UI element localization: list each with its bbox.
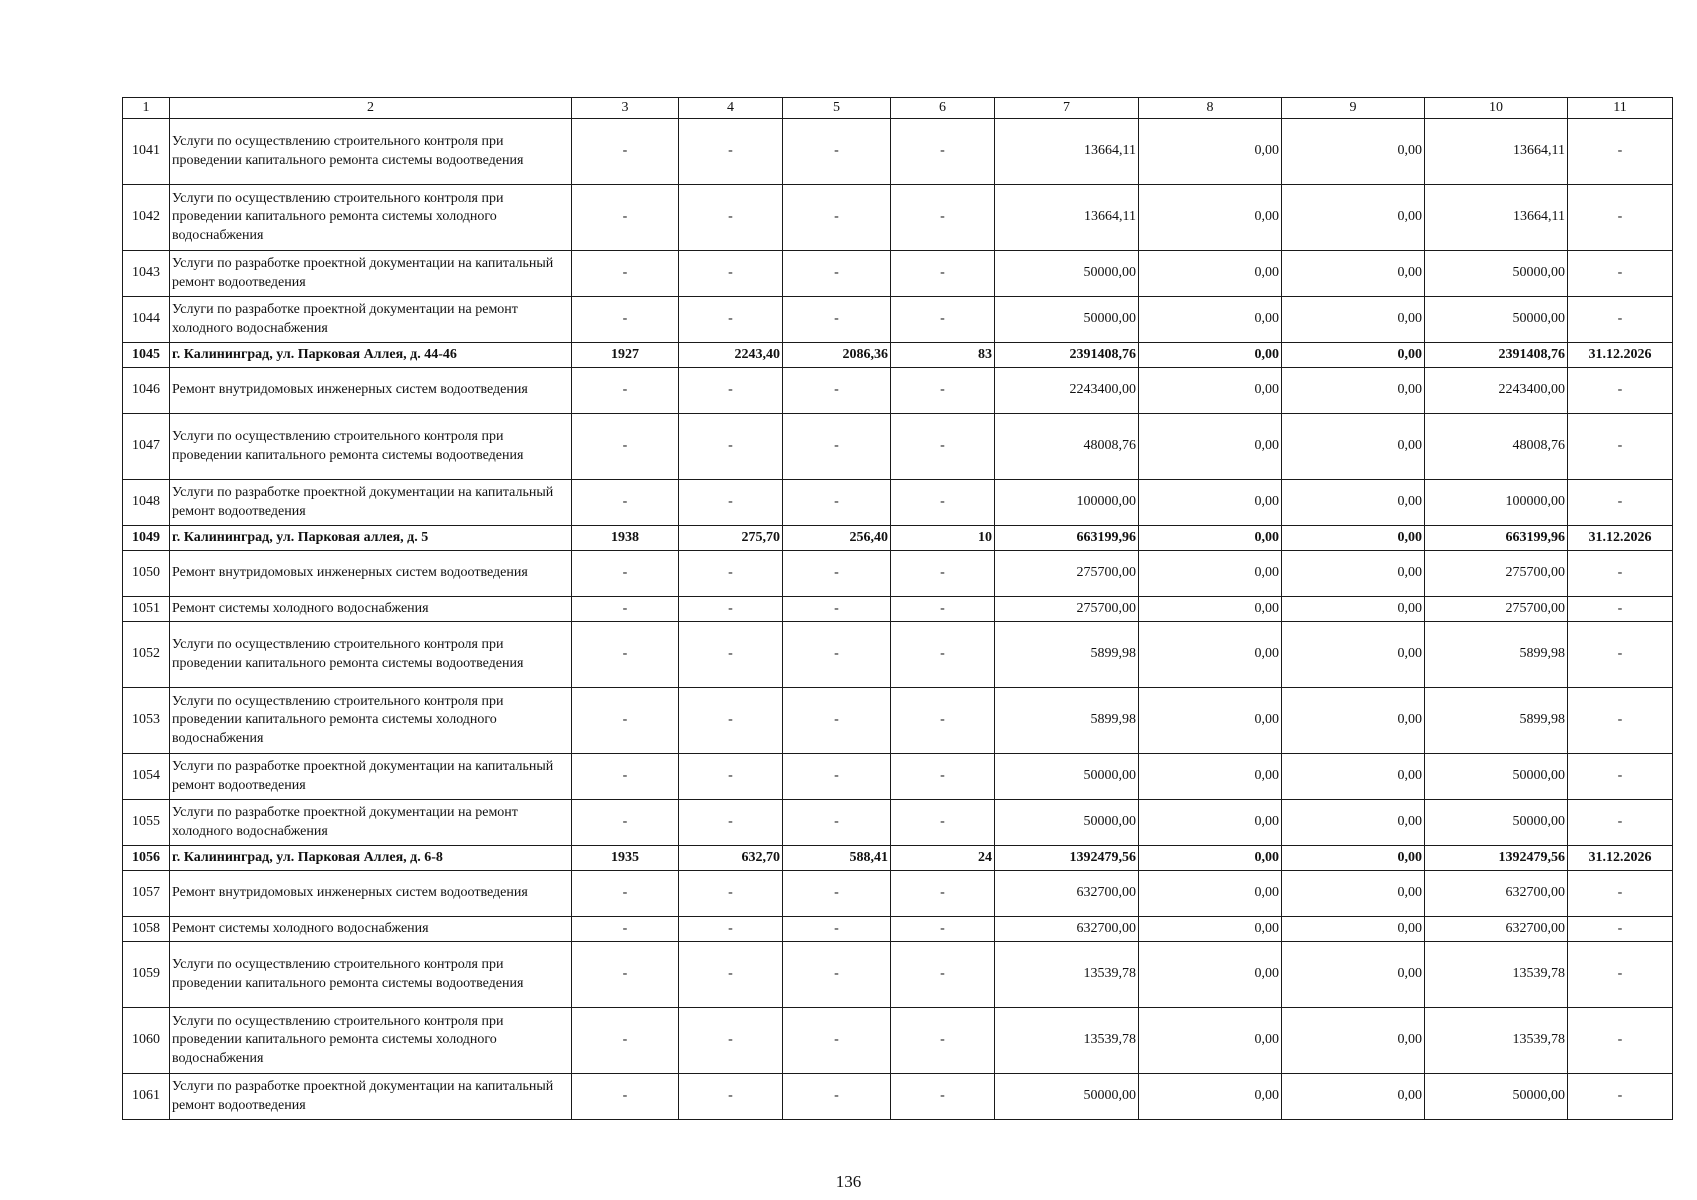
col8-amount-cell: 0,00 bbox=[1139, 551, 1282, 597]
col5-cell: - bbox=[783, 119, 891, 185]
table-row bbox=[123, 688, 1673, 754]
col11-date-cell: - bbox=[1568, 917, 1673, 942]
row-number-cell: 1044 bbox=[123, 297, 170, 343]
col6-cell: - bbox=[891, 942, 995, 1008]
col9-amount-cell: 0,00 bbox=[1282, 800, 1425, 846]
column-number-header: 8 bbox=[1139, 98, 1282, 119]
col3-cell: - bbox=[572, 551, 679, 597]
col5-cell: - bbox=[783, 480, 891, 526]
item-name-cell: Услуги по осуществлению строительного контроля при проведении капитального ремонта системы холодного водоснабжения bbox=[170, 1008, 572, 1074]
col6-cell: - bbox=[891, 297, 995, 343]
col10-amount-cell: 2243400,00 bbox=[1425, 368, 1568, 414]
col4-cell: - bbox=[679, 800, 783, 846]
col7-amount-cell: 50000,00 bbox=[995, 251, 1139, 297]
col5-cell: - bbox=[783, 800, 891, 846]
col10-amount-cell: 275700,00 bbox=[1425, 551, 1568, 597]
col9-amount-cell: 0,00 bbox=[1282, 942, 1425, 1008]
col9-amount-cell: 0,00 bbox=[1282, 871, 1425, 917]
col3-cell: - bbox=[572, 368, 679, 414]
item-name-cell: Услуги по разработке проектной документации на ремонт холодного водоснабжения bbox=[170, 297, 572, 343]
col7-amount-cell: 50000,00 bbox=[995, 1074, 1139, 1120]
col10-amount-cell: 5899,98 bbox=[1425, 688, 1568, 754]
row-number-cell: 1056 bbox=[123, 846, 170, 871]
item-name-cell: Ремонт системы холодного водоснабжения bbox=[170, 917, 572, 942]
col4-cell: - bbox=[679, 871, 783, 917]
col11-date-cell: - bbox=[1568, 942, 1673, 1008]
item-name-cell: Услуги по осуществлению строительного контроля при проведении капитального ремонта системы водоотведения bbox=[170, 942, 572, 1008]
col6-cell: - bbox=[891, 754, 995, 800]
col10-amount-cell: 50000,00 bbox=[1425, 754, 1568, 800]
item-name-cell: г. Калининград, ул. Парковая Аллея, д. 6-8 bbox=[170, 846, 572, 871]
col7-amount-cell: 13664,11 bbox=[995, 185, 1139, 251]
col10-amount-cell: 13664,11 bbox=[1425, 185, 1568, 251]
col6-cell: 83 bbox=[891, 343, 995, 368]
col3-cell: - bbox=[572, 688, 679, 754]
col6-cell: - bbox=[891, 800, 995, 846]
row-number-cell: 1059 bbox=[123, 942, 170, 1008]
col6-cell: - bbox=[891, 551, 995, 597]
col4-cell: - bbox=[679, 185, 783, 251]
col9-amount-cell: 0,00 bbox=[1282, 185, 1425, 251]
col9-amount-cell: 0,00 bbox=[1282, 597, 1425, 622]
col4-cell: - bbox=[679, 1074, 783, 1120]
item-name-cell: Ремонт внутридомовых инженерных систем водоотведения bbox=[170, 871, 572, 917]
col3-cell: 1935 bbox=[572, 846, 679, 871]
col5-cell: - bbox=[783, 1008, 891, 1074]
col7-amount-cell: 663199,96 bbox=[995, 526, 1139, 551]
col3-cell: - bbox=[572, 119, 679, 185]
table-row bbox=[123, 800, 1673, 846]
col8-amount-cell: 0,00 bbox=[1139, 871, 1282, 917]
col5-cell: - bbox=[783, 622, 891, 688]
item-name-cell: Услуги по разработке проектной документации на ремонт холодного водоснабжения bbox=[170, 800, 572, 846]
col9-amount-cell: 0,00 bbox=[1282, 119, 1425, 185]
col9-amount-cell: 0,00 bbox=[1282, 688, 1425, 754]
item-name-cell: Услуги по разработке проектной документации на капитальный ремонт водоотведения bbox=[170, 1074, 572, 1120]
col8-amount-cell: 0,00 bbox=[1139, 917, 1282, 942]
item-name-cell: Услуги по осуществлению строительного контроля при проведении капитального ремонта системы холодного водоснабжения bbox=[170, 688, 572, 754]
column-number-header: 5 bbox=[783, 98, 891, 119]
address-row bbox=[123, 526, 1673, 551]
col6-cell: - bbox=[891, 917, 995, 942]
col11-date-cell: - bbox=[1568, 414, 1673, 480]
column-number-header-row bbox=[123, 98, 1673, 119]
table-row bbox=[123, 1074, 1673, 1120]
col6-cell: - bbox=[891, 414, 995, 480]
col10-amount-cell: 663199,96 bbox=[1425, 526, 1568, 551]
item-name-cell: Услуги по разработке проектной документации на капитальный ремонт водоотведения bbox=[170, 754, 572, 800]
col6-cell: - bbox=[891, 185, 995, 251]
col10-amount-cell: 2391408,76 bbox=[1425, 343, 1568, 368]
col4-cell: - bbox=[679, 414, 783, 480]
col6-cell: - bbox=[891, 368, 995, 414]
col9-amount-cell: 0,00 bbox=[1282, 754, 1425, 800]
row-number-cell: 1050 bbox=[123, 551, 170, 597]
col3-cell: - bbox=[572, 597, 679, 622]
col7-amount-cell: 13539,78 bbox=[995, 1008, 1139, 1074]
col9-amount-cell: 0,00 bbox=[1282, 414, 1425, 480]
column-number-header: 9 bbox=[1282, 98, 1425, 119]
item-name-cell: г. Калининград, ул. Парковая аллея, д. 5 bbox=[170, 526, 572, 551]
col9-amount-cell: 0,00 bbox=[1282, 551, 1425, 597]
column-number-header: 10 bbox=[1425, 98, 1568, 119]
col7-amount-cell: 2243400,00 bbox=[995, 368, 1139, 414]
col6-cell: - bbox=[891, 688, 995, 754]
col7-amount-cell: 50000,00 bbox=[995, 297, 1139, 343]
register-table bbox=[122, 97, 1673, 1120]
col5-cell: - bbox=[783, 551, 891, 597]
col5-cell: - bbox=[783, 414, 891, 480]
col3-cell: - bbox=[572, 185, 679, 251]
col4-cell: - bbox=[679, 942, 783, 1008]
item-name-cell: Услуги по разработке проектной документации на капитальный ремонт водоотведения bbox=[170, 480, 572, 526]
column-number-header: 6 bbox=[891, 98, 995, 119]
col11-date-cell: - bbox=[1568, 1074, 1673, 1120]
col5-cell: - bbox=[783, 297, 891, 343]
col7-amount-cell: 2391408,76 bbox=[995, 343, 1139, 368]
col9-amount-cell: 0,00 bbox=[1282, 1008, 1425, 1074]
table-row bbox=[123, 597, 1673, 622]
col4-cell: - bbox=[679, 688, 783, 754]
col10-amount-cell: 50000,00 bbox=[1425, 251, 1568, 297]
row-number-cell: 1048 bbox=[123, 480, 170, 526]
col11-date-cell: 31.12.2026 bbox=[1568, 343, 1673, 368]
item-name-cell: Ремонт системы холодного водоснабжения bbox=[170, 597, 572, 622]
col11-date-cell: - bbox=[1568, 622, 1673, 688]
col3-cell: - bbox=[572, 251, 679, 297]
col6-cell: - bbox=[891, 597, 995, 622]
col6-cell: - bbox=[891, 251, 995, 297]
table-row bbox=[123, 185, 1673, 251]
col9-amount-cell: 0,00 bbox=[1282, 917, 1425, 942]
col9-amount-cell: 0,00 bbox=[1282, 480, 1425, 526]
table-row bbox=[123, 1008, 1673, 1074]
col4-cell: - bbox=[679, 754, 783, 800]
col4-cell: 275,70 bbox=[679, 526, 783, 551]
row-number-cell: 1054 bbox=[123, 754, 170, 800]
col6-cell: 24 bbox=[891, 846, 995, 871]
col5-cell: - bbox=[783, 597, 891, 622]
col5-cell: - bbox=[783, 917, 891, 942]
item-name-cell: Ремонт внутридомовых инженерных систем водоотведения bbox=[170, 551, 572, 597]
item-name-cell: Услуги по осуществлению строительного контроля при проведении капитального ремонта системы водоотведения bbox=[170, 414, 572, 480]
col11-date-cell: - bbox=[1568, 871, 1673, 917]
col11-date-cell: - bbox=[1568, 368, 1673, 414]
col3-cell: - bbox=[572, 480, 679, 526]
col11-date-cell: - bbox=[1568, 119, 1673, 185]
col8-amount-cell: 0,00 bbox=[1139, 942, 1282, 1008]
col8-amount-cell: 0,00 bbox=[1139, 343, 1282, 368]
col5-cell: - bbox=[783, 1074, 891, 1120]
col8-amount-cell: 0,00 bbox=[1139, 368, 1282, 414]
row-number-cell: 1051 bbox=[123, 597, 170, 622]
col9-amount-cell: 0,00 bbox=[1282, 368, 1425, 414]
col9-amount-cell: 0,00 bbox=[1282, 1074, 1425, 1120]
col5-cell: - bbox=[783, 871, 891, 917]
col6-cell: - bbox=[891, 622, 995, 688]
col10-amount-cell: 100000,00 bbox=[1425, 480, 1568, 526]
col11-date-cell: - bbox=[1568, 597, 1673, 622]
col7-amount-cell: 50000,00 bbox=[995, 754, 1139, 800]
table-row bbox=[123, 368, 1673, 414]
col3-cell: - bbox=[572, 414, 679, 480]
col10-amount-cell: 48008,76 bbox=[1425, 414, 1568, 480]
row-number-cell: 1042 bbox=[123, 185, 170, 251]
row-number-cell: 1053 bbox=[123, 688, 170, 754]
item-name-cell: г. Калининград, ул. Парковая Аллея, д. 44-46 bbox=[170, 343, 572, 368]
item-name-cell: Услуги по осуществлению строительного контроля при проведении капитального ремонта системы водоотведения bbox=[170, 622, 572, 688]
col11-date-cell: - bbox=[1568, 551, 1673, 597]
col5-cell: - bbox=[783, 688, 891, 754]
col8-amount-cell: 0,00 bbox=[1139, 1008, 1282, 1074]
col7-amount-cell: 275700,00 bbox=[995, 551, 1139, 597]
col7-amount-cell: 632700,00 bbox=[995, 917, 1139, 942]
col5-cell: - bbox=[783, 368, 891, 414]
table-row bbox=[123, 251, 1673, 297]
col5-cell: - bbox=[783, 185, 891, 251]
address-row bbox=[123, 846, 1673, 871]
col7-amount-cell: 5899,98 bbox=[995, 688, 1139, 754]
row-number-cell: 1061 bbox=[123, 1074, 170, 1120]
col5-cell: - bbox=[783, 942, 891, 1008]
col9-amount-cell: 0,00 bbox=[1282, 297, 1425, 343]
column-number-header: 7 bbox=[995, 98, 1139, 119]
col9-amount-cell: 0,00 bbox=[1282, 251, 1425, 297]
col3-cell: - bbox=[572, 754, 679, 800]
col10-amount-cell: 50000,00 bbox=[1425, 800, 1568, 846]
col11-date-cell: 31.12.2026 bbox=[1568, 846, 1673, 871]
row-number-cell: 1049 bbox=[123, 526, 170, 551]
col8-amount-cell: 0,00 bbox=[1139, 1074, 1282, 1120]
col8-amount-cell: 0,00 bbox=[1139, 251, 1282, 297]
column-number-header: 2 bbox=[170, 98, 572, 119]
col4-cell: 2243,40 bbox=[679, 343, 783, 368]
col11-date-cell: - bbox=[1568, 800, 1673, 846]
col3-cell: - bbox=[572, 1074, 679, 1120]
col10-amount-cell: 632700,00 bbox=[1425, 917, 1568, 942]
col8-amount-cell: 0,00 bbox=[1139, 480, 1282, 526]
table-row bbox=[123, 480, 1673, 526]
table-row bbox=[123, 622, 1673, 688]
col5-cell: 2086,36 bbox=[783, 343, 891, 368]
col7-amount-cell: 50000,00 bbox=[995, 800, 1139, 846]
col11-date-cell: - bbox=[1568, 754, 1673, 800]
col11-date-cell: - bbox=[1568, 251, 1673, 297]
col8-amount-cell: 0,00 bbox=[1139, 414, 1282, 480]
col10-amount-cell: 50000,00 bbox=[1425, 297, 1568, 343]
col4-cell: - bbox=[679, 480, 783, 526]
col8-amount-cell: 0,00 bbox=[1139, 526, 1282, 551]
col8-amount-cell: 0,00 bbox=[1139, 622, 1282, 688]
item-name-cell: Услуги по осуществлению строительного контроля при проведении капитального ремонта системы холодного водоснабжения bbox=[170, 185, 572, 251]
col8-amount-cell: 0,00 bbox=[1139, 119, 1282, 185]
col3-cell: 1927 bbox=[572, 343, 679, 368]
row-number-cell: 1043 bbox=[123, 251, 170, 297]
col10-amount-cell: 13539,78 bbox=[1425, 942, 1568, 1008]
table-row bbox=[123, 871, 1673, 917]
column-number-header: 3 bbox=[572, 98, 679, 119]
col4-cell: - bbox=[679, 1008, 783, 1074]
col11-date-cell: - bbox=[1568, 185, 1673, 251]
col7-amount-cell: 13539,78 bbox=[995, 942, 1139, 1008]
col6-cell: 10 bbox=[891, 526, 995, 551]
table-row bbox=[123, 414, 1673, 480]
col11-date-cell: - bbox=[1568, 480, 1673, 526]
col9-amount-cell: 0,00 bbox=[1282, 526, 1425, 551]
col10-amount-cell: 13664,11 bbox=[1425, 119, 1568, 185]
table-row bbox=[123, 551, 1673, 597]
col3-cell: 1938 bbox=[572, 526, 679, 551]
col3-cell: - bbox=[572, 1008, 679, 1074]
col3-cell: - bbox=[572, 917, 679, 942]
col4-cell: - bbox=[679, 368, 783, 414]
col6-cell: - bbox=[891, 1008, 995, 1074]
col6-cell: - bbox=[891, 480, 995, 526]
col4-cell: - bbox=[679, 597, 783, 622]
col4-cell: - bbox=[679, 622, 783, 688]
col8-amount-cell: 0,00 bbox=[1139, 185, 1282, 251]
row-number-cell: 1052 bbox=[123, 622, 170, 688]
table-row bbox=[123, 119, 1673, 185]
table-row bbox=[123, 942, 1673, 1008]
column-number-header: 1 bbox=[123, 98, 170, 119]
col11-date-cell: - bbox=[1568, 688, 1673, 754]
col8-amount-cell: 0,00 bbox=[1139, 297, 1282, 343]
col8-amount-cell: 0,00 bbox=[1139, 688, 1282, 754]
col7-amount-cell: 632700,00 bbox=[995, 871, 1139, 917]
col7-amount-cell: 1392479,56 bbox=[995, 846, 1139, 871]
col6-cell: - bbox=[891, 1074, 995, 1120]
table-row bbox=[123, 917, 1673, 942]
col10-amount-cell: 5899,98 bbox=[1425, 622, 1568, 688]
col7-amount-cell: 275700,00 bbox=[995, 597, 1139, 622]
col9-amount-cell: 0,00 bbox=[1282, 343, 1425, 368]
col6-cell: - bbox=[891, 119, 995, 185]
col8-amount-cell: 0,00 bbox=[1139, 846, 1282, 871]
column-number-header: 4 bbox=[679, 98, 783, 119]
col3-cell: - bbox=[572, 297, 679, 343]
col7-amount-cell: 48008,76 bbox=[995, 414, 1139, 480]
col4-cell: - bbox=[679, 297, 783, 343]
col10-amount-cell: 632700,00 bbox=[1425, 871, 1568, 917]
col7-amount-cell: 100000,00 bbox=[995, 480, 1139, 526]
item-name-cell: Ремонт внутридомовых инженерных систем водоотведения bbox=[170, 368, 572, 414]
col11-date-cell: 31.12.2026 bbox=[1568, 526, 1673, 551]
col11-date-cell: - bbox=[1568, 1008, 1673, 1074]
row-number-cell: 1041 bbox=[123, 119, 170, 185]
row-number-cell: 1045 bbox=[123, 343, 170, 368]
address-row bbox=[123, 343, 1673, 368]
col10-amount-cell: 50000,00 bbox=[1425, 1074, 1568, 1120]
col4-cell: - bbox=[679, 917, 783, 942]
col3-cell: - bbox=[572, 871, 679, 917]
table-row bbox=[123, 754, 1673, 800]
col10-amount-cell: 13539,78 bbox=[1425, 1008, 1568, 1074]
col4-cell: - bbox=[679, 551, 783, 597]
col8-amount-cell: 0,00 bbox=[1139, 754, 1282, 800]
col4-cell: - bbox=[679, 119, 783, 185]
col10-amount-cell: 1392479,56 bbox=[1425, 846, 1568, 871]
col3-cell: - bbox=[572, 942, 679, 1008]
col5-cell: - bbox=[783, 754, 891, 800]
page-number: 136 bbox=[835, 1172, 862, 1191]
col9-amount-cell: 0,00 bbox=[1282, 622, 1425, 688]
col3-cell: - bbox=[572, 800, 679, 846]
col6-cell: - bbox=[891, 871, 995, 917]
col11-date-cell: - bbox=[1568, 297, 1673, 343]
item-name-cell: Услуги по осуществлению строительного контроля при проведении капитального ремонта системы водоотведения bbox=[170, 119, 572, 185]
row-number-cell: 1055 bbox=[123, 800, 170, 846]
col4-cell: 632,70 bbox=[679, 846, 783, 871]
col3-cell: - bbox=[572, 622, 679, 688]
column-number-header: 11 bbox=[1568, 98, 1673, 119]
item-name-cell: Услуги по разработке проектной документации на капитальный ремонт водоотведения bbox=[170, 251, 572, 297]
row-number-cell: 1047 bbox=[123, 414, 170, 480]
col10-amount-cell: 275700,00 bbox=[1425, 597, 1568, 622]
col8-amount-cell: 0,00 bbox=[1139, 800, 1282, 846]
col5-cell: 588,41 bbox=[783, 846, 891, 871]
col4-cell: - bbox=[679, 251, 783, 297]
col7-amount-cell: 5899,98 bbox=[995, 622, 1139, 688]
row-number-cell: 1060 bbox=[123, 1008, 170, 1074]
row-number-cell: 1046 bbox=[123, 368, 170, 414]
table-row bbox=[123, 297, 1673, 343]
col5-cell: - bbox=[783, 251, 891, 297]
col9-amount-cell: 0,00 bbox=[1282, 846, 1425, 871]
col7-amount-cell: 13664,11 bbox=[995, 119, 1139, 185]
row-number-cell: 1057 bbox=[123, 871, 170, 917]
col8-amount-cell: 0,00 bbox=[1139, 597, 1282, 622]
row-number-cell: 1058 bbox=[123, 917, 170, 942]
col5-cell: 256,40 bbox=[783, 526, 891, 551]
